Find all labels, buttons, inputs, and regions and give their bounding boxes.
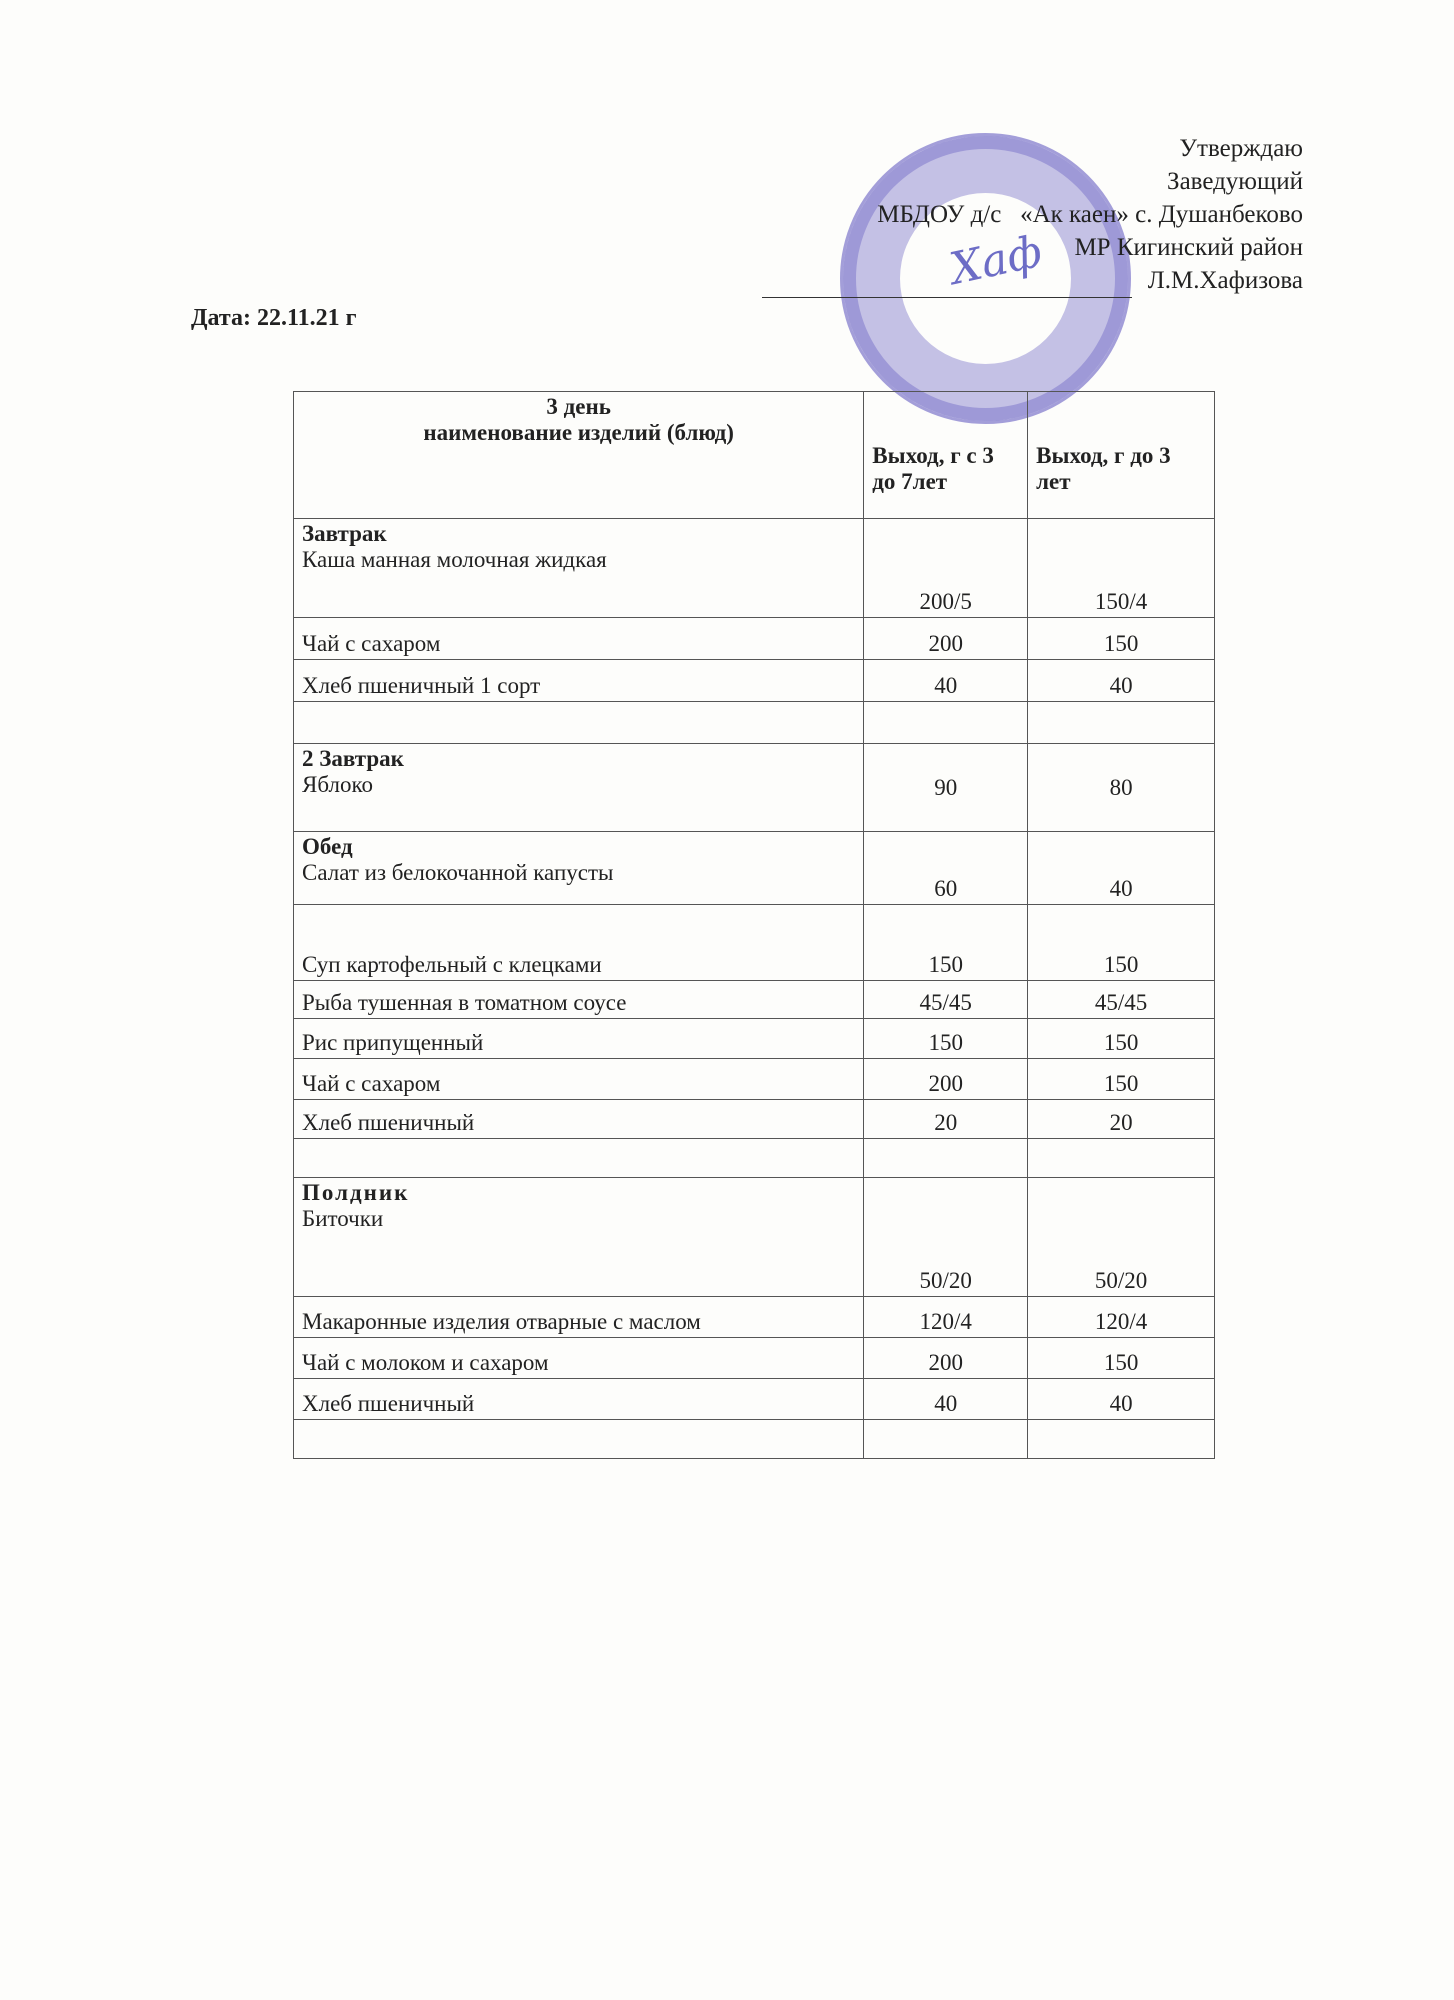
dish-name: Яблоко xyxy=(302,772,373,797)
dish-name: Салат из белокочанной капусты xyxy=(302,860,614,885)
table-header xyxy=(294,392,1215,519)
table-row xyxy=(294,1379,1215,1420)
approval-line: Л.М.Хафизова xyxy=(1147,267,1303,294)
portion-under-3: 40 xyxy=(1028,1379,1215,1420)
portion-under-3: 150 xyxy=(1028,905,1215,981)
approval-line: МР Кигинский район xyxy=(1074,234,1303,261)
portion-under-3: 150 xyxy=(1028,1019,1215,1059)
portion-under-3: 50/20 xyxy=(1028,1178,1215,1297)
portion-under-3: 150/4 xyxy=(1028,519,1215,618)
table-row xyxy=(294,1338,1215,1379)
meal-section: Полдник xyxy=(302,1180,410,1205)
portion-3-7 xyxy=(864,702,1028,744)
dish-name: Макаронные изделия отварные с маслом xyxy=(302,1309,701,1334)
portion-3-7: 45/45 xyxy=(864,981,1028,1019)
table-row xyxy=(294,744,1215,832)
portion-under-3: 120/4 xyxy=(1028,1297,1215,1338)
portion-under-3: 40 xyxy=(1028,832,1215,905)
dish-name: Рис припущенный xyxy=(302,1030,484,1055)
approval-line: Утверждаю xyxy=(1179,135,1303,162)
portion-3-7: 20 xyxy=(864,1100,1028,1139)
portion-3-7: 40 xyxy=(864,660,1028,702)
menu-table xyxy=(293,391,1215,1459)
portion-3-7: 150 xyxy=(864,905,1028,981)
name-column-header: наименование изделий (блюд) xyxy=(423,420,734,445)
table-row xyxy=(294,1100,1215,1139)
table-row xyxy=(294,832,1215,905)
portion-under-3: 45/45 xyxy=(1028,981,1215,1019)
dish-name: Хлеб пшеничный 1 сорт xyxy=(302,673,541,698)
approval-line: Заведующий xyxy=(1167,168,1303,195)
portion-under-3: 40 xyxy=(1028,660,1215,702)
portion-under-3: 150 xyxy=(1028,1059,1215,1100)
col-under-3-header: Выход, г до 3 лет xyxy=(1028,392,1215,519)
table-row xyxy=(294,981,1215,1019)
table-row xyxy=(294,1139,1215,1178)
portion-3-7 xyxy=(864,1420,1028,1459)
portion-under-3: 80 xyxy=(1028,744,1215,832)
portion-3-7: 40 xyxy=(864,1379,1028,1420)
portion-3-7: 60 xyxy=(864,832,1028,905)
meal-section: 2 Завтрак xyxy=(302,746,404,771)
table-row xyxy=(294,702,1215,744)
meal-section: Обед xyxy=(302,834,353,859)
dish-name: Хлеб пшеничный xyxy=(302,1110,475,1135)
portion-3-7: 200/5 xyxy=(864,519,1028,618)
signature: Хаф xyxy=(945,225,1047,296)
portion-3-7: 50/20 xyxy=(864,1178,1028,1297)
dish-name: Каша манная молочная жидкая xyxy=(302,547,607,572)
signature-line xyxy=(762,297,1132,298)
document-date: Дата: 22.11.21 г xyxy=(191,305,357,331)
dish-name: Хлеб пшеничный xyxy=(302,1391,475,1416)
portion-3-7: 120/4 xyxy=(864,1297,1028,1338)
portion-3-7: 200 xyxy=(864,1059,1028,1100)
table-row xyxy=(294,1420,1215,1459)
portion-3-7: 150 xyxy=(864,1019,1028,1059)
dish-name: Биточки xyxy=(302,1206,384,1231)
portion-under-3 xyxy=(1028,1139,1215,1178)
table-row xyxy=(294,905,1215,981)
col-3-7-header: Выход, г с 3 до 7лет xyxy=(864,392,1028,519)
portion-under-3: 150 xyxy=(1028,618,1215,660)
table-row xyxy=(294,618,1215,660)
dish-name: Рыба тушенная в томатном соусе xyxy=(302,990,627,1015)
portion-3-7: 200 xyxy=(864,1338,1028,1379)
table-row xyxy=(294,1059,1215,1100)
portion-3-7: 90 xyxy=(864,744,1028,832)
day-label: 3 день xyxy=(546,394,611,419)
meal-section: Завтрак xyxy=(302,521,387,546)
portion-3-7 xyxy=(864,1139,1028,1178)
approval-block xyxy=(877,132,1303,297)
portion-under-3 xyxy=(1028,1420,1215,1459)
portion-under-3 xyxy=(1028,702,1215,744)
portion-under-3: 20 xyxy=(1028,1100,1215,1139)
portion-under-3: 150 xyxy=(1028,1338,1215,1379)
table-row xyxy=(294,1019,1215,1059)
table-row xyxy=(294,660,1215,702)
table-row xyxy=(294,1297,1215,1338)
dish-name: Чай с сахаром xyxy=(302,1071,441,1096)
dish-name: Чай с сахаром xyxy=(302,631,441,656)
approval-line: МБДОУ д/с «Ак каен» с. Душанбеково xyxy=(877,201,1303,228)
dish-name: Суп картофельный с клецками xyxy=(302,952,602,977)
table-row xyxy=(294,519,1215,618)
table-row xyxy=(294,1178,1215,1297)
portion-3-7: 200 xyxy=(864,618,1028,660)
dish-name: Чай с молоком и сахаром xyxy=(302,1350,549,1375)
